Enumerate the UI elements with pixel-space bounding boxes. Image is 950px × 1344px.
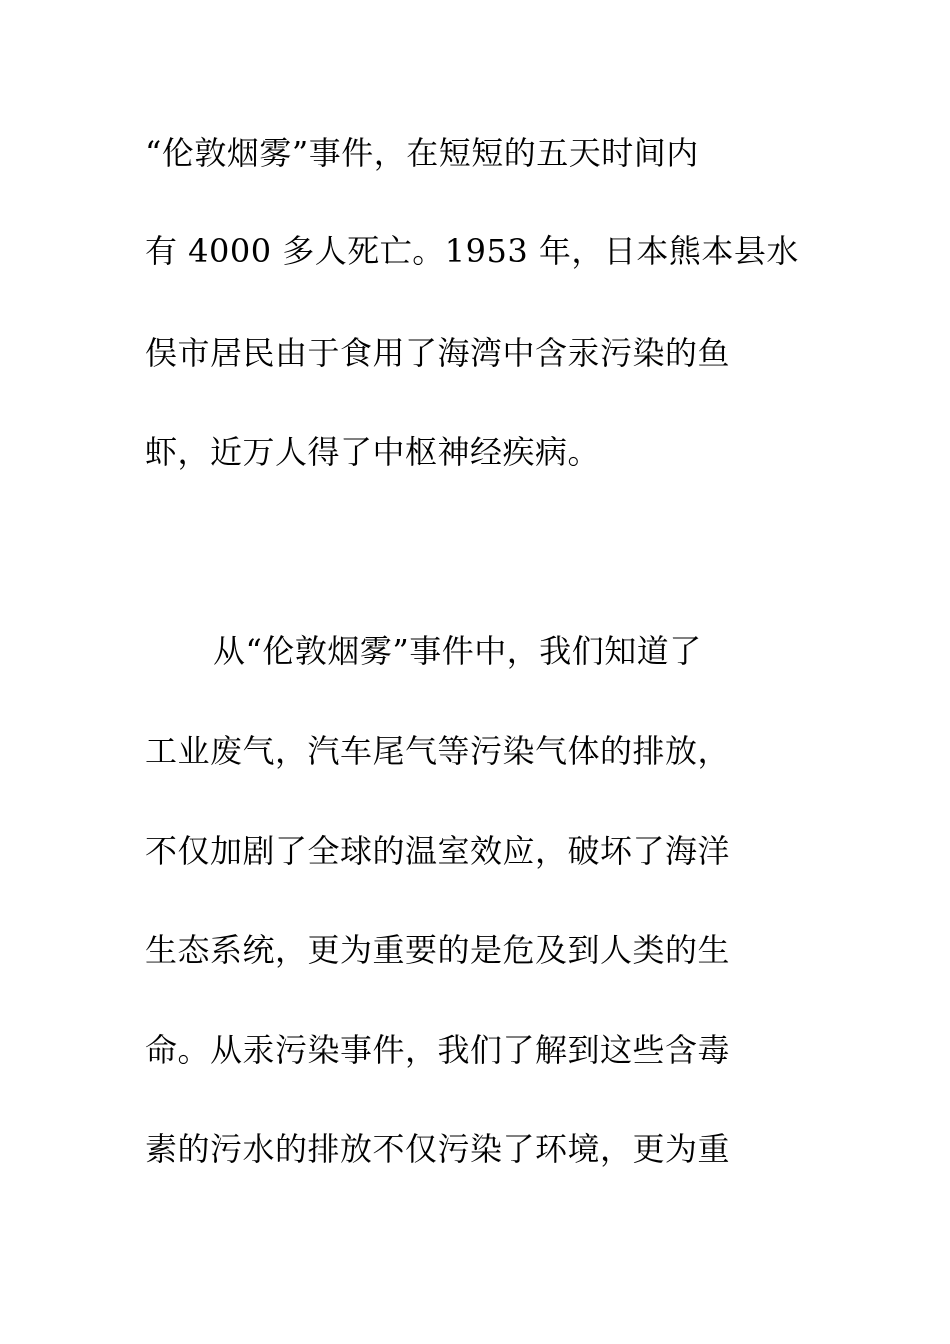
text-line: “伦敦烟雾”事件，在短短的五天时间内 — [145, 134, 699, 172]
text-line: 素的污水的排放不仅污染了环境，更为重 — [145, 1130, 731, 1168]
text-line: 不仅加剧了全球的温室效应，破坏了海洋 — [145, 832, 731, 870]
text-line: 有 4000 多人死亡。1953 年，日本熊本县水 — [145, 232, 799, 270]
text-line: 俣市居民由于食用了海湾中含汞污染的鱼 — [145, 334, 731, 372]
text-line: 虾，近万人得了中枢神经疾病。 — [145, 433, 601, 471]
text-line: 生态系统，更为重要的是危及到人类的生 — [145, 931, 731, 969]
text-line: 工业废气，汽车尾气等污染气体的排放， — [145, 732, 731, 770]
text-line: 从“伦敦烟雾”事件中，我们知道了 — [213, 632, 702, 670]
text-line: 命。从汞污染事件，我们了解到这些含毒 — [145, 1031, 731, 1069]
